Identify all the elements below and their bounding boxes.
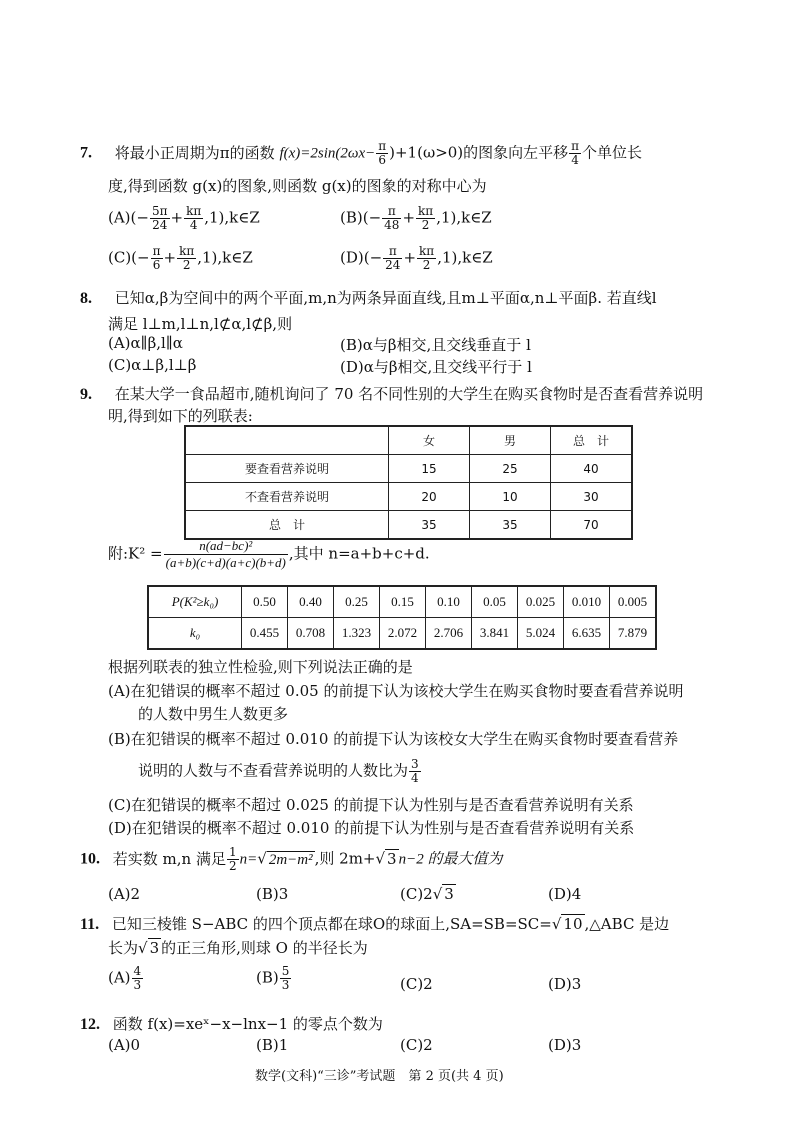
- q11-option-d: (D)3: [548, 975, 582, 993]
- table-cell: 要查看营养说明: [185, 455, 389, 483]
- table-cell: 30: [551, 483, 633, 511]
- table-header-cell: [185, 426, 389, 455]
- table-row: [148, 618, 656, 650]
- q8-option-a: (A)α∥β,l∥α: [108, 334, 183, 352]
- page-footer: 数学(文科)“三诊”考试题 第 2 页(共 4 页): [255, 1069, 504, 1084]
- table-cell: 0.05: [472, 586, 518, 618]
- table-cell: 0.025: [518, 586, 564, 618]
- q8-option-d: (D)α与β相交,且交线平行于 l: [340, 358, 532, 376]
- table-cell: 0.455: [242, 618, 288, 650]
- q11-number: 11.: [80, 916, 100, 933]
- q11-option-c: (C)2: [400, 975, 433, 993]
- table-header-row: [185, 426, 632, 455]
- q12-option-d: (D)3: [548, 1036, 582, 1054]
- q8-line2: 满足 l⊥m,l⊥n,l⊄α,l⊄β,则: [108, 315, 293, 333]
- contingency-table: [184, 425, 633, 540]
- table-cell: 6.635: [564, 618, 610, 650]
- q11-option-b: (B) $\frac{5}{3}$: [256, 964, 290, 992]
- q7-formula: f(x)=2sin(2ωx−: [279, 145, 376, 162]
- q7-frac-pi-4: $\frac{\pi}{4}$: [571, 139, 580, 167]
- table-cell: P(K²≥k₀): [148, 586, 242, 618]
- q9-stem: 根据列联表的独立性检验,则下列说法正确的是: [108, 658, 413, 676]
- q7-frac-pi-6: $\frac{\pi}{6}$: [378, 139, 387, 167]
- table-cell: 0.005: [610, 586, 657, 618]
- table-cell: 0.708: [288, 618, 334, 650]
- q7-option-c: (C)(− $\frac{\pi}{6}$ + $\frac{k\pi}{2}$ ,1),k∈Z: [108, 244, 253, 272]
- q7-option-b: (B)(− $\frac{\pi}{48}$ + $\frac{k\pi}{2}$ ,1),k∈Z: [340, 204, 492, 232]
- q8-option-c: (C)α⊥β,l⊥β: [108, 356, 197, 374]
- q9-option-a-line2: 的人数中男生人数更多: [138, 705, 289, 723]
- q12-line1: [80, 1013, 383, 1034]
- table-cell: 7.879: [610, 618, 657, 650]
- table-cell: 0.10: [426, 586, 472, 618]
- table-cell: 15: [389, 455, 470, 483]
- q8-option-b: (B)α与β相交,且交线垂直于 l: [340, 336, 531, 354]
- table-cell: 0.010: [564, 586, 610, 618]
- table-cell: k₀: [148, 618, 242, 650]
- table-cell: 3.841: [472, 618, 518, 650]
- table-cell: 20: [389, 483, 470, 511]
- q12-number: 12.: [80, 1016, 100, 1033]
- q11-line2: 长为√ 3 的正三角形,则球 O 的半径长为: [108, 939, 368, 957]
- q9-option-a-line1: (A)在犯错误的概率不超过 0.05 的前提下认为该校大学生在购买食物时要查看营养说明: [108, 682, 684, 700]
- q8-text: 已知α,β为空间中的两个平面,m,n为两条异面直线,且m⊥平面α,n⊥平面β. 若直线l: [114, 289, 657, 307]
- table-cell: 不查看营养说明: [185, 483, 389, 511]
- q7-option-d: (D)(− $\frac{\pi}{24}$ + $\frac{k\pi}{2}$ ,1),k∈Z: [340, 244, 493, 272]
- q11-option-a: (A) $\frac{4}{3}$: [108, 964, 142, 992]
- table-cell: 总 计: [185, 511, 389, 540]
- table-row: [185, 511, 632, 540]
- q10-number: 10.: [80, 850, 100, 868]
- table-cell: 25: [470, 455, 551, 483]
- table-cell: 5.024: [518, 618, 564, 650]
- q9-option-b-line2: 说明的人数与不查看营养说明的人数比为 $\frac{3}{4}$: [138, 757, 419, 785]
- table-row: [185, 483, 632, 511]
- q9-option-c: (C)在犯错误的概率不超过 0.025 的前提下认为性别与是否查看营养说明有关系: [108, 796, 634, 814]
- q9-text: 在某大学一食品超市,随机询问了 70 名不同性别的大学生在购买食物时是否查看营养说明: [114, 385, 704, 403]
- table-cell: 0.50: [242, 586, 288, 618]
- table-cell: 0.25: [334, 586, 380, 618]
- q10-option-c: (C)2√ 3: [400, 885, 454, 903]
- table-cell: 0.15: [380, 586, 426, 618]
- q8-line1: [80, 287, 657, 308]
- q7-text-c: )+1(ω>0)的图象向左平移: [389, 143, 569, 162]
- table-row: [148, 586, 656, 618]
- k-squared-formula: 附:K² = $\frac{\text{n(ad−bc)²}}{(a+b)(c+d)(a+c)(b+d)}$ ,其中 n=a+b+c+d.: [108, 538, 430, 570]
- table-cell: 10: [470, 483, 551, 511]
- table-header-cell: 女: [389, 426, 470, 455]
- q9-option-b-line1: (B)在犯错误的概率不超过 0.010 的前提下认为该校女大学生在购买食物时要查看营养: [108, 730, 679, 748]
- q10-line1: 10. 若实数 m,n 满足 $\frac{1}{2}$ n=√ 2m−m² ,则 2m+√ 3 n−2 的最大值为: [80, 845, 503, 873]
- table-row: [185, 455, 632, 483]
- table-header-cell: 男: [470, 426, 551, 455]
- q7-text-d: 个单位长: [582, 143, 643, 162]
- q7-number: 7.: [80, 144, 92, 162]
- q7-line2: 度,得到函数 g(x)的图象,则函数 g(x)的图象的对称中心为: [108, 177, 487, 195]
- q12-option-c: (C)2: [400, 1036, 433, 1054]
- q8-number: 8.: [80, 290, 92, 307]
- q9-option-d: (D)在犯错误的概率不超过 0.010 的前提下认为性别与是否查看营养说明有关系: [108, 819, 635, 837]
- table-cell: 2.072: [380, 618, 426, 650]
- table-header-cell: 总 计: [551, 426, 633, 455]
- table-cell: 1.323: [334, 618, 380, 650]
- q11-line1: 11. 已知三棱锥 S−ABC 的四个顶点都在球O的球面上,SA=SB=SC=√ 10 ,△ABC 是边: [80, 915, 670, 933]
- q7-option-a: (A)(− $\frac{5\pi}{24}$ + $\frac{k\pi}{4}$ ,1),k∈Z: [108, 204, 260, 232]
- q12-text: 函数 f(x)=xeˣ−x−lnx−1 的零点个数为: [112, 1015, 383, 1033]
- table-cell: 0.40: [288, 586, 334, 618]
- table-cell: 35: [389, 511, 470, 540]
- table-cell: 40: [551, 455, 633, 483]
- table-cell: 2.706: [426, 618, 472, 650]
- q7-line1: [80, 140, 642, 167]
- q10-option-b: (B)3: [256, 885, 289, 903]
- q9-line1: [80, 383, 703, 404]
- q9-number: 9.: [80, 386, 92, 403]
- q9-line2: 明,得到如下的列联表:: [108, 407, 253, 425]
- table-cell: 35: [470, 511, 551, 540]
- q12-option-b: (B)1: [256, 1036, 289, 1054]
- q10-option-a: (A)2: [108, 885, 141, 903]
- q12-option-a: (A)0: [108, 1036, 141, 1054]
- q10-option-d: (D)4: [548, 885, 582, 903]
- q7-text-a: 将最小正周期为π的函数: [114, 143, 275, 162]
- critical-value-table: [147, 585, 657, 650]
- table-cell: 70: [551, 511, 633, 540]
